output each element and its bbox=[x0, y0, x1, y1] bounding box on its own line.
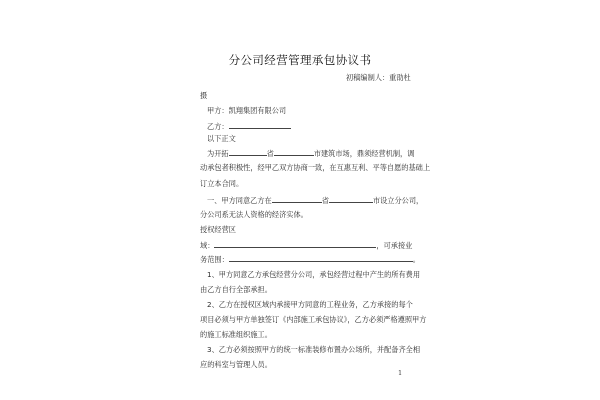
region-prefix: 域： bbox=[200, 241, 215, 250]
para1-text-b: 省 bbox=[266, 149, 274, 158]
province-blank bbox=[229, 148, 267, 156]
clause3-line1: 3、乙方必须按照甲方的统一标准装修布置办公场所，并配备齐全相 bbox=[207, 345, 421, 354]
scope-prefix: 务范围： bbox=[200, 255, 229, 264]
clause2-line1: 2、乙方在授权区域内承接甲方同意的工程业务，乙方承接的每个 bbox=[207, 300, 413, 309]
para1-line2: 动承包者积极性，经甲乙双方协商一致，在互惠互利、平等自愿的基础上 bbox=[200, 163, 431, 172]
para2-line1 bbox=[207, 195, 423, 205]
region-line2 bbox=[200, 254, 420, 264]
region-suffix: ，可承接业 bbox=[376, 241, 413, 250]
party-a-line: 甲方：凯翔集团有限公司 bbox=[207, 106, 287, 115]
para1-line3: 订立本合同。 bbox=[200, 179, 244, 188]
city-blank-2 bbox=[329, 195, 373, 203]
region-line1 bbox=[200, 240, 412, 250]
document-title: 分公司经营管理承包协议书 bbox=[228, 53, 372, 67]
clause3-line2: 应的科室与管理人员。 bbox=[200, 360, 272, 369]
province-blank-2 bbox=[272, 195, 322, 203]
para1-text-a: 为开拓 bbox=[207, 149, 229, 158]
clause2-line2: 项目必须与甲方单独签订《内部施工承包协议》，乙方必须严格遵照甲方 bbox=[200, 315, 427, 324]
section-label: 授权经营区 bbox=[200, 225, 236, 234]
clause2-line3: 的施工标准组织施工。 bbox=[200, 330, 272, 339]
scope-suffix: 。 bbox=[412, 255, 420, 264]
para1-text-c: 市建筑市场，鼎须经营机制，调 bbox=[313, 149, 415, 158]
party-b-line bbox=[207, 121, 291, 131]
para2-text-a: 一、甲方同意乙方在 bbox=[207, 196, 272, 205]
para2-text-c: 市设立分公司， bbox=[372, 196, 424, 205]
subhead: 以下正文 bbox=[207, 134, 236, 143]
city-blank bbox=[274, 148, 314, 156]
para2-line2: 分公司系无法人资格的经济实体。 bbox=[200, 210, 308, 219]
region-blank bbox=[214, 240, 376, 248]
para2-text-b: 省 bbox=[321, 196, 329, 205]
para1-line1 bbox=[207, 148, 414, 158]
clause1-line1: 1、甲方同意乙方承包经营分公司，承包经营过程中产生的所有费用 bbox=[207, 270, 421, 279]
scope-blank bbox=[229, 254, 413, 262]
party-b-blank bbox=[229, 121, 291, 129]
clause1-line2: 由乙方自行全部承担。 bbox=[200, 285, 272, 294]
party-b-label: 乙方： bbox=[207, 122, 229, 131]
mark-text: 摄 bbox=[200, 91, 208, 100]
author-note: 初稿编制人：重劭杜 bbox=[346, 73, 411, 82]
page-number: 1 bbox=[398, 369, 403, 377]
